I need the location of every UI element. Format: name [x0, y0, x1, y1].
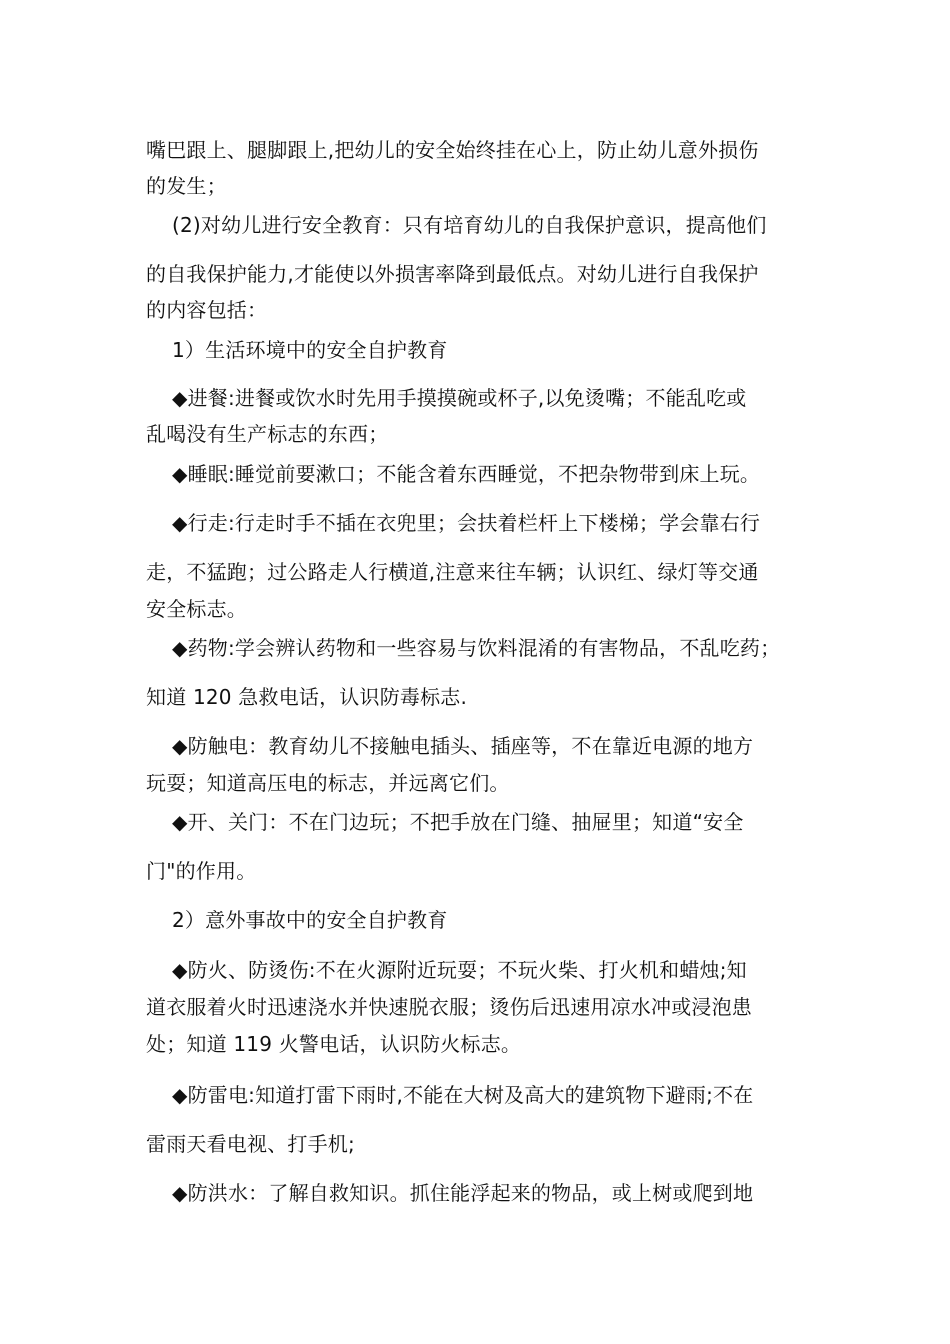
- text-line: ◆药物:学会辨认药物和一些容易与饮料混淆的有害物品，不乱吃药；: [172, 636, 781, 660]
- text-line: 嘴巴跟上、腿脚跟上,把幼儿的安全始终挂在心上，防止幼儿意外损伤: [146, 138, 759, 162]
- text-line: ◆进餐:进餐或饮水时先用手摸摸碗或杯子,以免烫嘴；不能乱吃或: [172, 386, 747, 410]
- text-line: 知道 120 急救电话，认识防毒标志.: [146, 685, 468, 709]
- text-line: 的自我保护能力,才能使以外损害率降到最低点。对幼儿进行自我保护: [146, 262, 759, 286]
- section-heading: 2）意外事故中的安全自护教育: [172, 908, 448, 932]
- text-line: 道衣服着火时迅速浇水并快速脱衣服；烫伤后迅速用凉水冲或浸泡患: [146, 995, 752, 1019]
- text-line: 玩耍；知道高压电的标志，并远离它们。: [146, 771, 510, 795]
- text-line: 雷雨天看电视、打手机;: [146, 1132, 355, 1156]
- text-line: (2)对幼儿进行安全教育：只有培育幼儿的自我保护意识，提高他们: [172, 213, 767, 237]
- text-line: ◆睡眠:睡觉前要漱口；不能含着东西睡觉，不把杂物带到床上玩。: [172, 462, 761, 486]
- text-line: ◆开、关门：不在门边玩；不把手放在门缝、抽屉里；知道“安全: [172, 810, 744, 834]
- section-heading: 1）生活环境中的安全自护教育: [172, 338, 448, 362]
- text-line: ◆行走:行走时手不插在衣兜里；会扶着栏杆上下楼梯；学会靠右行: [172, 511, 761, 535]
- text-line: 安全标志。: [146, 597, 247, 621]
- text-line: ◆防洪水：了解自救知识。抓住能浮起来的物品，或上树或爬到地: [172, 1181, 754, 1205]
- text-line: 的发生；: [146, 174, 227, 198]
- text-line: 门"的作用。: [146, 859, 257, 883]
- text-line: 的内容包括：: [146, 298, 268, 322]
- text-line: ◆防触电：教育幼儿不接触电插头、插座等，不在靠近电源的地方: [172, 734, 754, 758]
- text-line: 走，不猛跑；过公路走人行横道,注意来往车辆；认识红、绿灯等交通: [146, 560, 759, 584]
- text-line: 乱喝没有生产标志的东西；: [146, 422, 389, 446]
- text-line: 处；知道 119 火警电话，认识防火标志。: [146, 1032, 522, 1056]
- text-line: ◆防雷电:知道打雷下雨时,不能在大树及高大的建筑物下避雨;不在: [172, 1083, 754, 1107]
- text-line: ◆防火、防烫伤:不在火源附近玩耍；不玩火柴、打火机和蜡烛;知: [172, 958, 747, 982]
